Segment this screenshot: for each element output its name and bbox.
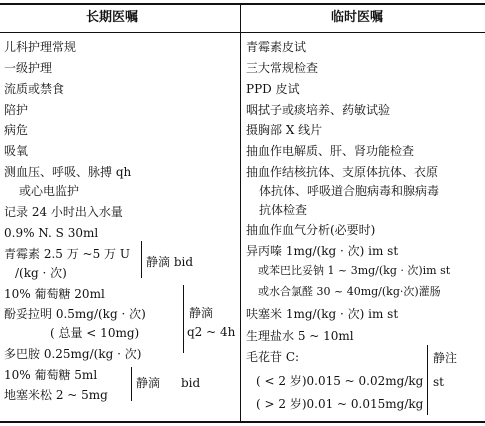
table-bottom-rule [0, 421, 485, 423]
temp-order-item: 青霉素皮试 [246, 40, 307, 54]
dopamine-dose: 多巴胺 0.25mg/(kg · 次) [4, 347, 142, 361]
header-bottom-rule [0, 32, 485, 33]
furosemide-order: 呋塞米 1mg/(kg · 次) im st [246, 307, 399, 321]
phenobarbital-order: 或苯巴比妥钠 1 ~ 3mg/(kg · 次)im st [258, 264, 451, 277]
lanatoside-order: 毛花苷 C: [246, 350, 300, 364]
glucose-20ml: 10% 葡萄糖 20ml [4, 287, 105, 301]
lanatoside-under-2: ( < 2 岁)0.015 ~ 0.02mg/kg [256, 374, 424, 388]
temp-order-item: 体抗体、呼吸道合胞病毒和腺病毒 [259, 184, 440, 198]
lanatoside-over-2: ( > 2 岁)0.01 ~ 0.015mg/kg [256, 397, 424, 411]
saline-order: 生理盐水 5 ~ 10ml [246, 329, 354, 343]
long-order-item: 流质或禁食 [4, 82, 65, 96]
infusion-frequency: q2 ~ 4h [187, 325, 236, 339]
long-order-item: 测血压、呼吸、脉搏 qh [4, 165, 132, 179]
temp-order-item: 三大常规检查 [246, 61, 319, 75]
temp-order-item: 抽血作血气分析(必要时) [246, 223, 376, 237]
phentolamine-dose: 酚妥拉明 0.5mg/(kg · 次) [4, 307, 146, 321]
penicillin-route: 静滴 bid [146, 255, 194, 269]
promethazine-order: 异丙嗪 1mg/(kg · 次) im st [246, 244, 399, 258]
phentolamine-total: ( 总量 < 10mg) [50, 326, 140, 340]
long-order-item: 一级护理 [4, 61, 53, 75]
penicillin-dose: 青霉素 2.5 万 ~5 万 U [4, 247, 130, 261]
long-order-item: 吸氧 [4, 144, 29, 158]
header-long-term: 长期医嘱 [86, 10, 139, 25]
penicillin-dose-unit: /(kg · 次) [15, 266, 67, 280]
header-temporary: 临时医嘱 [331, 10, 384, 25]
long-order-item: 病危 [4, 123, 29, 137]
dexamethasone-route-bracket [131, 367, 132, 401]
temp-order-item: PPD 皮试 [246, 82, 300, 96]
long-order-item: 记录 24 小时出入水量 [4, 205, 123, 219]
penicillin-route-bracket [141, 241, 142, 278]
phentolamine-route-bracket [183, 285, 184, 353]
temp-order-item: 抽血作结核抗体、支原体抗体、衣原 [246, 165, 439, 179]
glucose-5ml: 10% 葡萄糖 5ml [4, 368, 98, 382]
temp-order-item: 咽拭子或痰培养、药敏试验 [246, 103, 391, 117]
temp-order-item: 抗体检查 [259, 203, 308, 217]
dexamethasone-route: 静滴 [136, 376, 161, 390]
dexamethasone-dose: 地塞米松 2 ~ 5mg [4, 388, 108, 402]
column-divider [240, 4, 241, 421]
dexamethasone-frequency: bid [181, 376, 201, 390]
penicillin-diluent: 0.9% N. S 30ml [4, 226, 99, 240]
lanatoside-frequency: st [433, 375, 444, 389]
long-order-item: 陪护 [4, 103, 29, 117]
lanatoside-route-bracket [427, 345, 428, 415]
long-order-item: 儿科护理常规 [4, 40, 77, 54]
table-top-rule [0, 3, 485, 5]
lanatoside-route: 静注 [433, 351, 458, 365]
chloral-hydrate-order: 或水合氯醛 30 ~ 40mg/(kg·次)灌肠 [258, 285, 441, 298]
infusion-route: 静滴 [189, 306, 214, 320]
long-order-item: 或心电监护 [19, 184, 80, 198]
temp-order-item: 抽血作电解质、肝、肾功能检查 [246, 144, 415, 158]
temp-order-item: 摄胸部 X 线片 [246, 123, 323, 137]
